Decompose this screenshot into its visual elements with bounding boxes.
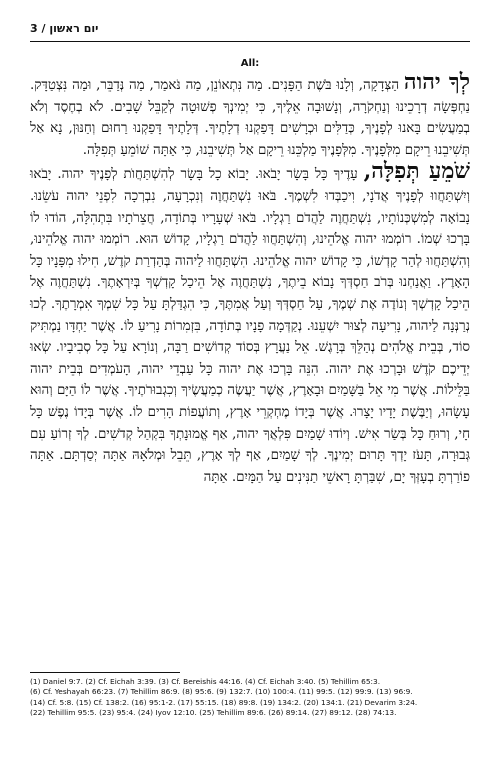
prayer-paragraph-2 (30, 158, 470, 488)
speaker-label: All: (240, 58, 260, 69)
footnotes (30, 677, 470, 719)
prayer-body (30, 69, 470, 488)
paragraph-lead-word: לְךָ יהוה (403, 69, 470, 95)
footnote-divider (30, 672, 180, 673)
page-label: 3 / יום ראשון (30, 22, 99, 35)
footnote-line: (22) Tehillim 95:5. (23) 95:4. (24) Iyov 12:10. (25) Tehillim 89:6. (26) 89:14. (27) 89:12. (28) 74:13. (30, 708, 397, 718)
paragraph-text: עָדֶיךָ כָּל בָּשָׂר יָבֹאוּ. יָבוֹא כָל בָּשָׂר לְהִשְׁתַּחֲוֺת לְפָנֶיךָ יהוה. יָבֹאוּ וְיִשְׁתַּחֲווּ לְפָנֶיךָ אֲדֹנָי, וִיכַבְּדוּ לִשְׁמֶךָ. בֹּאוּ נִשְׁתַּחֲוֶה וְנִכְרָעָה, נִבְרְכָה לִפְנֵי יהוה עֹשֵׂנוּ. נָבוֹאָה לְמִשְׁכְּנוֹתָיו, נִשְׁתַּחֲוֶה לַהֲדֹם רַגְלָיו. בֹּאוּ שְׁעָרָיו בְּתוֹדָה, חֲצֵרֹתָיו בִּתְהִלָּה, הוֹדוּ לוֹ בָּרְכוּ שְׁמוֹ. רוֹמְמוּ יהוה אֱלֹהֵינוּ, וְהִשְׁתַּחֲווּ לַהֲדֹם רַגְלָיו, קָדוֹשׁ הוּא. רוֹמְמוּ יהוה אֱלֹהֵינוּ, וְהִשְׁתַּחֲווּ לְהַר קָדְשׁוֹ, כִּי קָדוֹשׁ יהוה אֱלֹהֵינוּ. הִשְׁתַּחֲווּ לַיהוה בְּהַדְרַת קֹדֶשׁ, חִילוּ מִפָּנָיו כָּל הָאָרֶץ. וַאֲנַחְנוּ בְּרֹב חַסְדְּךָ נָבוֹא בֵיתֶךָ, נִשְׁתַּחֲוֶה אֶל הֵיכַל קָדְשְׁךָ בְּיִרְאָתֶךָ. נִשְׁתַּחֲוֶה אֶל הֵיכַל קָדְשְׁךָ וְנוֹדֶה אֶת שְׁמֶךָ, עַל חַסְדְּךָ וְעַל אֲמִתֶּךָ, כִּי הִגְדַּלְתָּ עַל כָּל שִׁמְךָ אִמְרָתֶךָ. לְכוּ נְרַנְּנָה לַיהוה, נָרִיעָה לְצוּר יִשְׁעֵנוּ. נְקַדְּמָה פָנָיו בְּתוֹדָה, בִּזְמִרוֹת נָרִיעַ לוֹ. אֲשֶׁר יַחְדָּו נַמְתִּיק סוֹד, בְּבֵית אֱלֹהִים נְהַלֵּךְ בְּרָגֶשׁ. אֵל נַעֲרָץ בְּסוֹד קְדוֹשִׁים רַבָּה, וְנוֹרָא עַל כָּל סְבִיבָיו. שְׂאוּ יְדֵיכֶם קֹדֶשׁ וּבָרְכוּ אֶת יהוה. הִנֵּה בָּרְכוּ אֶת יהוה כָּל עַבְדֵי יהוה, הָעֹמְדִים בְּבֵית יהוה בַּלֵּילוֹת. אֲשֶׁר מִי אֵל בַּשָּׁמַיִם וּבָאָרֶץ, אֲשֶׁר יַעֲשֶׂה כְמַעֲשֶׂיךָ וְכִגְבוּרֹתֶיךָ. אֲשֶׁר לוֹ הַיָּם וְהוּא עָשָׂהוּ, וְיַבֶּשֶׁת יָדָיו יָצָרוּ. אֲשֶׁר בְּיָדוֹ מֶחְקְרֵי אָרֶץ, וְתוֹעֲפוֹת הָרִים לוֹ. אֲשֶׁר בְּיָדוֹ נֶפֶשׁ כָּל חָי, וְרוּחַ כָּל בְּשַׂר אִישׁ. וְיוֹדוּ שָׁמַיִם פִּלְאֲךָ יהוה, אַף אֱמוּנָתְךָ בִּקְהַל קְדֹשִׁים. לְךָ זְרוֹעַ עִם גְּבוּרָה, תָּעֹז יָדְךָ תָּרוּם יְמִינֶךָ. לְךָ שָׁמַיִם, אַף לְךָ אָרֶץ, תֵּבֵל וּמְלֹאָהּ אַתָּה יְסַדְתָּם. אַתָּה פוֹרַרְתָּ בְעָזְּךָ יָם, שִׁבַּרְתָּ רָאשֵׁי תַנִּינִים עַל הַמָּיִם. אַתָּה (30, 167, 470, 485)
paragraph-text: הַצְּדָקָה, וְלָנוּ בֹּשֶׁת הַפָּנִים. מַה נִּתְאוֹנֵן, מַה נֹּאמַר, מַה נְּדַבֵּר, וּמַה נִּצְטַדָּק. נַחְפְּשָׂה דְרָכֵינוּ וְנַחְקֹרָה, וְנָשׁוּבָה אֵלֶיךָ, כִּי יְמִינְךָ פְשׁוּטָה לְקַבֵּל שָׁבִים. לֹא בְחֶסֶד וְלֹא בְמַעֲשִׂים בָּאנוּ לְפָנֶיךָ, כְּדַלִּים וּכְרָשִׁים דָּפַקְנוּ דְלָתֶיךָ. דְּלָתֶיךָ דָּפַקְנוּ רַחוּם וְחַנּוּן, נָא אַל תְּשִׁיבֵנוּ רֵיקָם מִלְּפָנֶיךָ. מִלְּפָנֶיךָ מַלְכֵּנוּ רֵיקָם אַל תְּשִׁיבֵנוּ, כִּי אַתָּה שׁוֹמֵעַ תְּפִלָּה. (30, 78, 470, 158)
footnote-line: (6) Cf. Yeshayah 66:23. (7) Tehillim 86:9. (8) 95:6. (9) 132:7. (10) 100:4. (11) 99:5. (12) 99:9. (13) 96:9. (30, 687, 413, 697)
paragraph-lead-word: שֹׁמֵעַ תְּפִלָּה, (363, 158, 470, 185)
footnote-line: (14) Cf. 5:8. (15) Cf. 138:2. (16) 95:1-2. (17) 55:15. (18) 89:8. (19) 134:2. (20) 134:1. (21) Devarim 3:24. (30, 697, 418, 707)
page-header (30, 22, 470, 35)
header-divider (30, 41, 470, 42)
footnote-line: (1) Daniel 9:7. (2) Cf. Eichah 3:39. (3) Cf. Bereishis 44:16. (4) Cf. Eichah 3:40. (5) Tehillim 65:3. (30, 677, 381, 686)
prayer-paragraph-1 (30, 69, 470, 161)
